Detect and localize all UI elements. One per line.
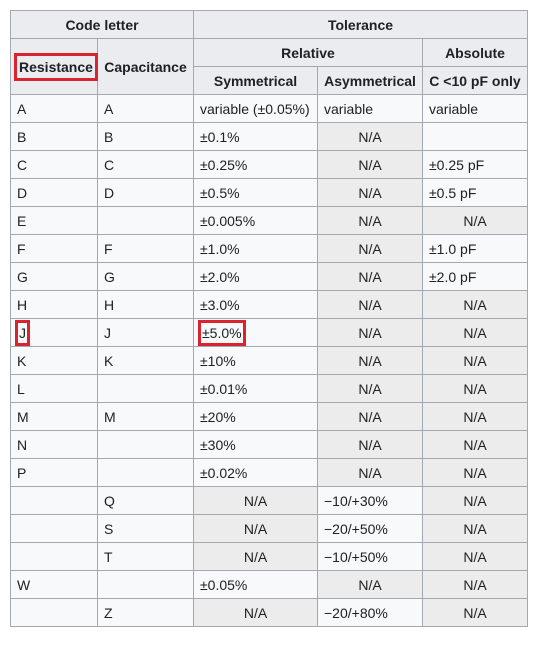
symmetrical-cell: ±3.0% xyxy=(194,291,318,319)
resistance-cell: W xyxy=(11,571,98,599)
resistance-cell: K xyxy=(11,347,98,375)
absolute-cell xyxy=(423,123,528,151)
table-row xyxy=(11,347,528,375)
table-row xyxy=(11,375,528,403)
asymmetrical-cell: N/A xyxy=(318,571,423,599)
asymmetrical-cell: N/A xyxy=(318,403,423,431)
absolute-cell: N/A xyxy=(423,431,528,459)
asymmetrical-cell: N/A xyxy=(318,263,423,291)
tolerance-header: Tolerance xyxy=(194,11,528,39)
absolute-cell: N/A xyxy=(423,515,528,543)
absolute-cell: N/A xyxy=(423,459,528,487)
table-row xyxy=(11,123,528,151)
capacitance-cell: D xyxy=(98,179,194,207)
resistance-cell: P xyxy=(11,459,98,487)
asymmetrical-cell: N/A xyxy=(318,123,423,151)
asymmetrical-cell: N/A xyxy=(318,347,423,375)
table-row xyxy=(11,599,528,627)
absolute-header: Absolute xyxy=(423,39,528,67)
table-row xyxy=(11,543,528,571)
code-letter-header: Code letter xyxy=(11,11,194,39)
absolute-cell: N/A xyxy=(423,487,528,515)
asymmetrical-cell: N/A xyxy=(318,459,423,487)
resistance-cell: F xyxy=(11,235,98,263)
asymmetrical-cell: N/A xyxy=(318,375,423,403)
symmetrical-cell: N/A xyxy=(194,599,318,627)
resistance-header-label: Resistance xyxy=(17,56,95,78)
capacitance-cell: S xyxy=(98,515,194,543)
highlighted-tolerance-5: ±5.0% xyxy=(200,322,244,344)
resistance-cell: E xyxy=(11,207,98,235)
capacitance-cell xyxy=(98,459,194,487)
resistance-cell: G xyxy=(11,263,98,291)
tolerance-table-container xyxy=(10,10,528,627)
table-row xyxy=(11,487,528,515)
table-body xyxy=(11,95,528,627)
asymmetrical-cell: N/A xyxy=(318,291,423,319)
symmetrical-cell: ±30% xyxy=(194,431,318,459)
capacitance-cell xyxy=(98,207,194,235)
absolute-cell: N/A xyxy=(423,347,528,375)
symmetrical-cell: ±0.02% xyxy=(194,459,318,487)
symmetrical-cell xyxy=(194,319,318,347)
table-row xyxy=(11,431,528,459)
capacitance-cell: T xyxy=(98,543,194,571)
absolute-cell: N/A xyxy=(423,403,528,431)
symmetrical-cell: ±0.1% xyxy=(194,123,318,151)
absolute-cell: N/A xyxy=(423,319,528,347)
asymmetrical-cell: N/A xyxy=(318,207,423,235)
resistance-cell: M xyxy=(11,403,98,431)
asymmetrical-cell: N/A xyxy=(318,235,423,263)
absolute-cell: N/A xyxy=(423,571,528,599)
highlighted-code-j: J xyxy=(17,322,28,344)
capacitance-header: Capacitance xyxy=(98,39,194,95)
tolerance-code-table xyxy=(10,10,528,627)
capacitance-cell: Q xyxy=(98,487,194,515)
resistance-cell: H xyxy=(11,291,98,319)
absolute-cell: N/A xyxy=(423,599,528,627)
symmetrical-cell: N/A xyxy=(194,543,318,571)
table-row xyxy=(11,571,528,599)
table-row xyxy=(11,291,528,319)
resistance-header xyxy=(11,39,98,95)
capacitance-cell: F xyxy=(98,235,194,263)
resistance-cell xyxy=(11,599,98,627)
absolute-cell: N/A xyxy=(423,207,528,235)
resistance-cell xyxy=(11,515,98,543)
symmetrical-cell: ±10% xyxy=(194,347,318,375)
resistance-cell xyxy=(11,319,98,347)
absolute-cell: N/A xyxy=(423,375,528,403)
capacitance-cell xyxy=(98,571,194,599)
table-row xyxy=(11,459,528,487)
symmetrical-cell: ±0.005% xyxy=(194,207,318,235)
absolute-cell: ±0.5 pF xyxy=(423,179,528,207)
symmetrical-cell: variable (±0.05%) xyxy=(194,95,318,123)
table-row xyxy=(11,207,528,235)
asymmetrical-header: Asymmetrical xyxy=(318,67,423,95)
table-row xyxy=(11,263,528,291)
symmetrical-cell: ±0.25% xyxy=(194,151,318,179)
symmetrical-cell: ±0.01% xyxy=(194,375,318,403)
asymmetrical-cell: −10/+50% xyxy=(318,543,423,571)
resistance-cell: A xyxy=(11,95,98,123)
absolute-cell: N/A xyxy=(423,543,528,571)
table-row xyxy=(11,515,528,543)
asymmetrical-cell: N/A xyxy=(318,319,423,347)
absolute-cell: ±0.25 pF xyxy=(423,151,528,179)
symmetrical-cell: ±0.5% xyxy=(194,179,318,207)
absolute-cell: variable xyxy=(423,95,528,123)
table-row xyxy=(11,179,528,207)
absolute-cell: ±1.0 pF xyxy=(423,235,528,263)
asymmetrical-cell: −10/+30% xyxy=(318,487,423,515)
resistance-cell: B xyxy=(11,123,98,151)
symmetrical-cell: ±1.0% xyxy=(194,235,318,263)
absolute-cell: ±2.0 pF xyxy=(423,263,528,291)
table-row xyxy=(11,319,528,347)
symmetrical-header: Symmetrical xyxy=(194,67,318,95)
symmetrical-cell: ±20% xyxy=(194,403,318,431)
table-row xyxy=(11,95,528,123)
resistance-cell xyxy=(11,543,98,571)
resistance-cell: D xyxy=(11,179,98,207)
capacitance-cell: B xyxy=(98,123,194,151)
capacitance-cell: J xyxy=(98,319,194,347)
symmetrical-cell: N/A xyxy=(194,487,318,515)
absolute-subheader: C <10 pF only xyxy=(423,67,528,95)
capacitance-cell xyxy=(98,431,194,459)
capacitance-cell: K xyxy=(98,347,194,375)
table-row xyxy=(11,151,528,179)
asymmetrical-cell: N/A xyxy=(318,431,423,459)
asymmetrical-cell: variable xyxy=(318,95,423,123)
capacitance-cell: M xyxy=(98,403,194,431)
symmetrical-cell: ±2.0% xyxy=(194,263,318,291)
resistance-cell: N xyxy=(11,431,98,459)
capacitance-cell: Z xyxy=(98,599,194,627)
resistance-cell: C xyxy=(11,151,98,179)
symmetrical-cell: ±0.05% xyxy=(194,571,318,599)
capacitance-cell: A xyxy=(98,95,194,123)
table-row xyxy=(11,235,528,263)
asymmetrical-cell: −20/+50% xyxy=(318,515,423,543)
table-row xyxy=(11,403,528,431)
resistance-cell xyxy=(11,487,98,515)
asymmetrical-cell: N/A xyxy=(318,179,423,207)
capacitance-cell xyxy=(98,375,194,403)
capacitance-cell: H xyxy=(98,291,194,319)
asymmetrical-cell: N/A xyxy=(318,151,423,179)
absolute-cell: N/A xyxy=(423,291,528,319)
symmetrical-cell: N/A xyxy=(194,515,318,543)
relative-header: Relative xyxy=(194,39,423,67)
capacitance-cell: C xyxy=(98,151,194,179)
resistance-cell: L xyxy=(11,375,98,403)
asymmetrical-cell: −20/+80% xyxy=(318,599,423,627)
capacitance-cell: G xyxy=(98,263,194,291)
